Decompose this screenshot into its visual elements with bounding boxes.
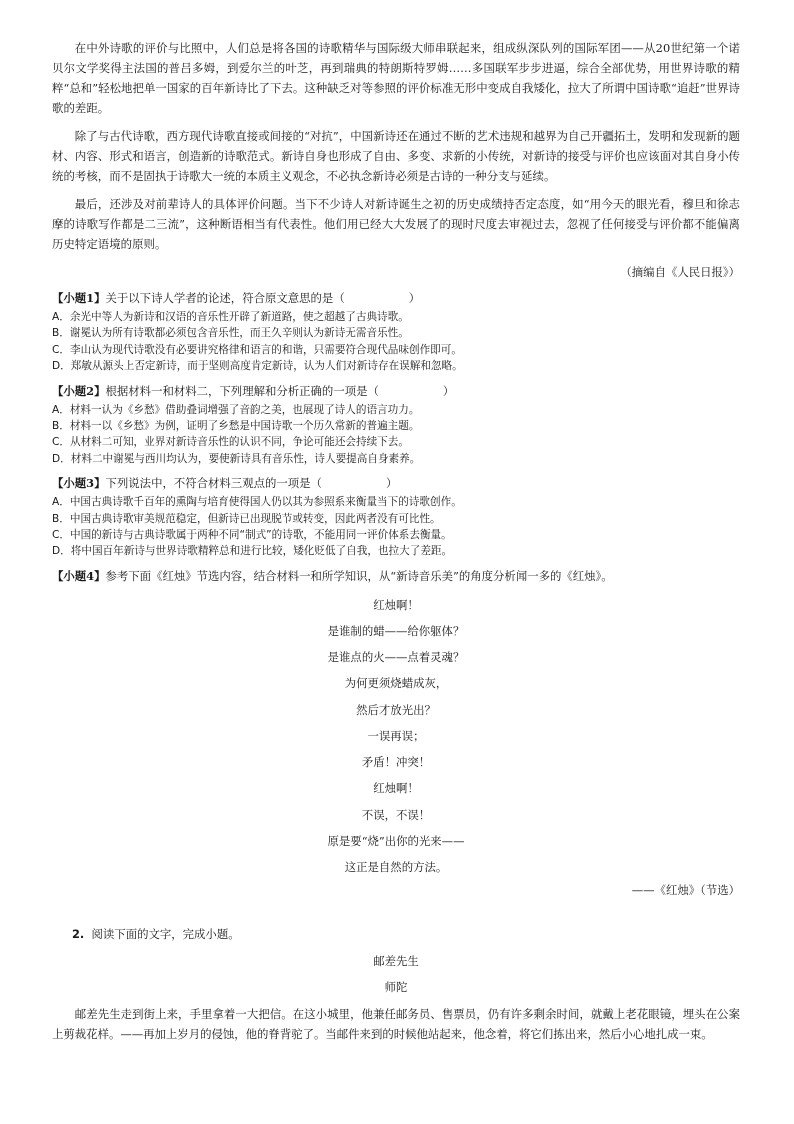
question-3-option-d: D．将中国百年新诗与世界诗歌精粹总和进行比较，矮化贬低了自我，也拉大了差距。 — [52, 545, 453, 558]
question-1-option-c: C．李山认为现代诗歌没有必要讲究格律和语言的和谐，只需要符合现代品味创作即可。 — [52, 343, 462, 356]
poem-line: 不误，不误！ — [361, 807, 431, 822]
question-3-option-a: A．中国古典诗歌千百年的熏陶与培育使得国人仍以其为参照系来衡量当下的诗歌创作。 — [52, 496, 462, 509]
question-3-text: 下列说法中，不符合材料三观点的一项是（ — [105, 476, 322, 491]
question-2-option-d: D．材料二中谢冕与西川均认为，要使新诗具有音乐性，诗人要提高自身素养。 — [52, 452, 421, 465]
passage-paragraph-2: 除了与古代诗歌，西方现代诗歌直接或间接的“对抗”，中国新诗还在通过不断的艺术违规和越界为自己开疆拓土，发明和发现新的题材、内容、形式和语言，创造新的诗歌范式。新诗自身也形成了自由、多变、求新的小传统，对新诗的接受与评价也应该面对其自身小传统的考核，而不是固执于诗歌大一统的本质主义观念，不必执念新诗必须是古诗的一种分支与延续。 — [52, 129, 740, 183]
question-3-option-c: C．中国的新诗与古典诗歌属于两种不同“制式”的诗歌，不能用同一评价体系去衡量。 — [52, 529, 452, 542]
question-3-options — [52, 494, 740, 560]
section-2-number: 2. — [72, 927, 85, 942]
question-2-options — [52, 402, 740, 468]
question-1-text: 关于以下诗人学者的论述，符合原文意思的是（ — [105, 291, 345, 305]
section-2 — [52, 924, 740, 1044]
section-2-heading — [72, 924, 740, 944]
question-1-option-a: A．余光中等人为新诗和汉语的音乐性开辟了新道路，使之超越了古典诗歌。 — [52, 311, 409, 323]
poem-line: 然后才放光出？ — [356, 702, 436, 717]
story-author: 师陀 — [384, 980, 408, 995]
question-2 — [52, 381, 740, 468]
poem-line: 红烛啊！ — [373, 781, 419, 796]
question-1-close: ） — [408, 291, 421, 305]
poem-source: ——《红烛》（节选） — [631, 883, 740, 898]
story-paragraph: 邮差先生走到街上来，手里拿着一大把信。在这小城里，他兼任邮务员、售票员，仍有许多剩余时间，就戴上老花眼镜，埋头在公案上剪裁花样。——再加上岁月的侵蚀，他的脊背驼了。当邮件来到的时候他站起来，他念着，将它们拣出来，然后小心地扎成一束。 — [52, 1007, 740, 1042]
question-3 — [52, 473, 740, 560]
poem-line: 矛盾！冲突！ — [361, 755, 431, 770]
poem-line: 红烛啊！ — [373, 597, 419, 612]
question-3-stem — [52, 473, 740, 493]
poem-line: 这正是自然的方法。 — [344, 859, 448, 874]
poem — [52, 592, 740, 880]
question-2-option-a: A．材料一认为《乡愁》借助叠词增强了音韵之美，也展现了诗人的语言功力。 — [52, 403, 420, 416]
section-2-instruction: 阅读下面的文字，完成小题。 — [91, 927, 240, 942]
question-1-stem — [52, 288, 740, 308]
question-1-option-b: B．谢冕认为所有诗歌都必须包含音乐性，而王久辛则认为新诗无需音乐性。 — [52, 327, 409, 340]
question-2-close: ） — [442, 383, 455, 398]
question-1-tag: 【小题1】 — [52, 291, 106, 305]
question-2-option-b: B．材料一以《乡愁》为例，证明了乡愁是中国诗歌一个历久常新的普遍主题。 — [52, 420, 420, 433]
question-1-option-d: D．郑敏从源头上否定新诗，而于坚则高度肯定新诗，认为人们对新诗存在误解和忽略。 — [52, 360, 463, 373]
question-2-tag: 【小题2】 — [52, 383, 106, 398]
question-2-option-c: C．从材料二可知，业界对新诗音乐性的认识不同，争论可能还会持续下去。 — [52, 436, 409, 449]
question-3-close: ） — [385, 476, 398, 491]
question-4 — [52, 566, 740, 586]
question-1 — [52, 288, 740, 375]
passage-source: （摘编自《人民日报》） — [620, 265, 740, 279]
question-4-tag: 【小题4】 — [52, 568, 106, 583]
question-3-option-b: B．中国古典诗歌审美规范稳定，但新诗已出现脱节或转变，因此两者没有可比性。 — [52, 512, 441, 525]
story-title: 邮差先生 — [373, 954, 419, 969]
question-2-text: 根据材料一和材料二，下列理解和分析正确的一项是（ — [105, 383, 379, 398]
passage-paragraph-1: 在中外诗歌的评价与比照中，人们总是将各国的诗歌精华与国际级大师串联起来，组成纵深队列的国际军团——从20世纪第一个诺贝尔文学奖得主法国的普吕多姆，到爱尔兰的叶芝，再到瑞典的特朗斯特罗姆……多国联军步步进逼，综合全部优势，用世界诗歌的精粹“总和”轻松地把单一国家的百年新诗比了下去。这种缺乏对等参照的评价标准无形中变成自我矮化，拉大了所谓中国诗歌“追赶”世界诗歌的差距。 — [52, 41, 740, 115]
document-page — [52, 38, 740, 1044]
question-1-options — [52, 309, 740, 375]
poem-line: 原是要“烧”出你的光来—— — [327, 833, 465, 848]
passage-paragraph-3: 最后，还涉及对前辈诗人的具体评价问题。当下不少诗人对新诗诞生之初的历史成绩持否定态度，如“用今天的眼光看，穆旦和徐志摩的诗歌写作都是二三流”，这种断语相当有代表性。他们用已经大大发展了的现时尺度去审视过去，忽视了任何接受与评价都不能偏离历史特定语境的原则。 — [52, 197, 740, 251]
question-4-stem — [52, 566, 740, 586]
poem-line: 是谁制的蜡——给你躯体？ — [327, 624, 465, 639]
passage — [52, 38, 740, 282]
poem-line: 一误再误； — [367, 728, 425, 743]
question-4-text: 参考下面《红烛》节选内容，结合材料一和所学知识，从“新诗音乐美”的角度分析闻一多的《红烛》。 — [105, 568, 613, 583]
question-3-tag: 【小题3】 — [52, 476, 106, 491]
poem-line: 为何更须烧蜡成灰， — [344, 676, 448, 691]
question-2-stem — [52, 381, 740, 401]
poem-line: 是谁点的火——点着灵魂？ — [327, 650, 465, 665]
